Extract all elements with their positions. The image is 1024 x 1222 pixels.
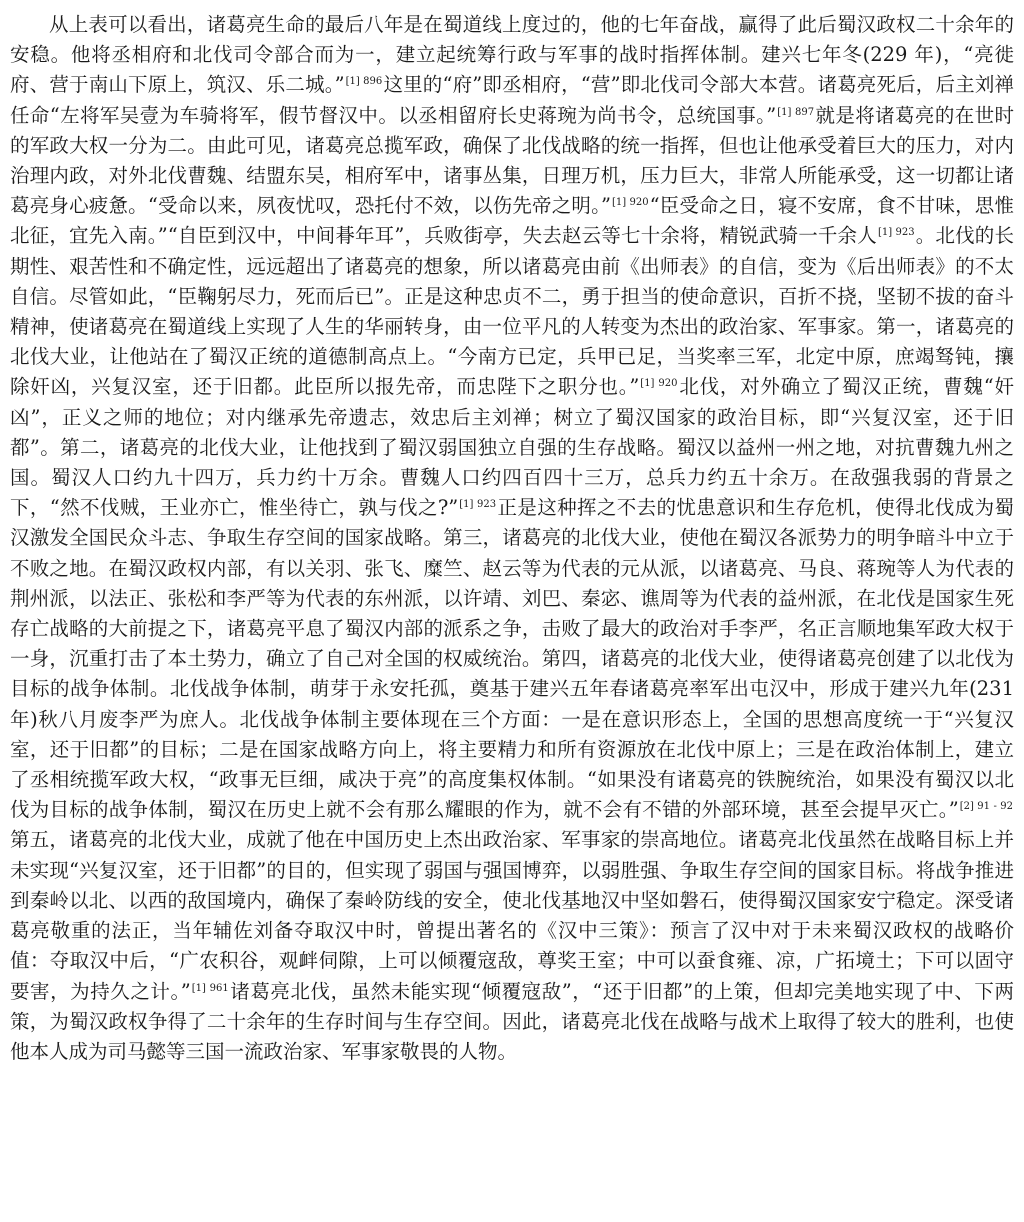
citation-marker: [1] 920 (640, 378, 678, 390)
text-run: 第五，诸葛亮的北伐大业，成就了他在中国历史上杰出政治家、军事家的崇高地位。诸葛亮北伐虽然在战略目标上并未实现“兴复汉室，还于旧都”的目的，但实现了弱国与强国博弈，以弱胜强、争取生存空间的国家目标。将战争推进到秦岭以北、以西的敌国境内，确保了秦岭防线的安全，使北伐基地汉中坚如磐石，使得蜀汉国家安宁稳定。深受诸葛亮敬重的法正，当年辅佐刘备夺取汉中时，曾提出著名的《汉中三策》：预言了汉中对于未来蜀汉政权的战略价值：夺取汉中后，“广农积谷，观衅伺隙，上可以倾覆寇敌，尊奖王室；中可以蚕食雍、凉，广拓境土；下可以固守要害，为持久之计。” (10, 828, 1014, 1003)
citation-marker: [1] 897 (777, 106, 815, 118)
citation-marker: [1] 961 (191, 982, 229, 994)
citation-marker: [2] 91 - 92 (959, 801, 1013, 813)
citation-marker: [1] 923 (877, 227, 915, 239)
text-run: 。北伐的长期性、艰苦性和不确定性，远远超出了诸葛亮的想象，所以诸葛亮由前《出师表》的自信，变为《后出师表》的不太自信。尽管如此，“臣鞠躬尽力，死而后已”。正是这种忠贞不二，勇于担当的使命意识，百折不挠，坚韧不拔的奋斗精神，使诸葛亮在蜀道线上实现了人生的华丽转身，由一位平凡的人转变为杰出的政治家、军事家。第一，诸葛亮的北伐大业，让他站在了蜀汉正统的道德制高点上。“今南方已定，兵甲已足，当奖率三军，北定中原，庶竭驽钝，攘除奸凶，兴复汉室，还于旧都。此臣所以报先帝，而忠陛下之职分也。” (10, 224, 1014, 399)
text-run: 诸葛亮北伐，虽然未能实现“倾覆寇敌”，“还于旧都”的上策，但却完美地实现了中、下两策，为蜀汉政权争得了二十余年的生存时间与生存空间。因此，诸葛亮北伐在战略与战术上取得了较大的胜利，也使他本人成为司马懿等三国一流政治家、军事家敬畏的人物。 (10, 979, 1014, 1063)
text-run: “臣受命之日，寝不安席，食不甘味，思惟北征，宜先入南。”“自臣到汉中，中间朞年耳”，兵败街亭，失去赵云等七十余将，精锐武骑一千余人 (10, 194, 1014, 248)
citation-marker: [1] 923 (459, 499, 497, 511)
text-run: 正是这种挥之不去的忧患意识和生存危机，使得北伐成为蜀汉激发全国民众斗志、争取生存空间的国家战略。第三，诸葛亮的北伐大业，使他在蜀汉各派势力的明争暗斗中立于不败之地。在蜀汉政权内部，有以关羽、张飞、糜竺、赵云等为代表的元从派，以诸葛亮、马良、蒋琬等人为代表的荆州派，以法正、张松和李严等为代表的东州派，以许靖、刘巴、秦宓、谯周等为代表的益州派，在北伐是国家生死存亡战略的大前提之下，诸葛亮平息了蜀汉内部的派系之争，击败了最大的政治对手李严，名正言顺地集军政大权于一身，沉重打击了本土势力，确立了自己对全国的权威统治。第四，诸葛亮的北伐大业，使得诸葛亮创建了以北伐为目标的战争体制。北伐战争体制，萌芽于永安托孤，奠基于建兴五年春诸葛亮率军出屯汉中，形成于建兴九年(231 年)秋八月废李严为庶人。北伐战争体制主要体现在三个方面：一是在意识形态上，全国的思想高度统一于“兴复汉室，还于旧都”的目标；二是在国家战略方向上，将主要精力和所有资源放在北伐中原上；三是在政治体制上，建立了丞相统揽军政大权，“政事无巨细，咸决于亮”的高度集权体制。“如果没有诸葛亮的铁腕统治，如果没有蜀汉以北伐为目标的战争体制，蜀汉在历史上就不会有那么耀眼的作为，就不会有不错的外部环境，甚至会提早灭亡。” (10, 496, 1014, 822)
body-paragraph (10, 10, 1014, 1067)
text-run: 就是将诸葛亮的在世时的军政大权一分为二。由此可见，诸葛亮总揽军政，确保了北伐战略的统一指挥，但也让他承受着巨大的压力，对内治理内政，对外北伐曹魏、结盟东吴，相府军中，诸事丛集，日理万机，压力巨大，非常人所能承受，这一切都让诸葛亮身心疲惫。“受命以来，夙夜忧叹，恐托付不效，以伤先帝之明。” (10, 103, 1014, 218)
text-run: 这里的“府”即丞相府，“营”即北伐司令部大本营。诸葛亮死后，后主刘禅任命“左将军吴壹为车骑将军，假节督汉中。以丞相留府长史蒋琬为尚书令，总统国事。” (10, 73, 1014, 127)
text-run: 从上表可以看出，诸葛亮生命的最后八年是在蜀道线上度过的，他的七年奋战，赢得了此后蜀汉政权二十余年的安稳。他将丞相府和北伐司令部合而为一，建立起统筹行政与军事的战时指挥体制。建兴七年冬(229 年)，“亮徙府、营于南山下原上，筑汉、乐二城。” (10, 13, 1014, 97)
text-run: 北伐，对外确立了蜀汉正统，曹魏“奸凶”，正义之师的地位；对内继承先帝遗志，效忠后主刘禅；树立了蜀汉国家的政治目标，即“兴复汉室，还于旧都”。第二，诸葛亮的北伐大业，让他找到了蜀汉弱国独立自强的生存战略。蜀汉以益州一州之地，对抗曹魏九州之国。蜀汉人口约九十四万，兵力约十万余。曹魏人口约四百四十三万，总兵力约五十余万。在敌强我弱的背景之下，“然不伐贼，王业亦亡，惟坐待亡，孰与伐之?” (10, 375, 1014, 520)
citation-marker: [1] 896 (345, 76, 383, 88)
citation-marker: [1] 920 (612, 197, 649, 209)
